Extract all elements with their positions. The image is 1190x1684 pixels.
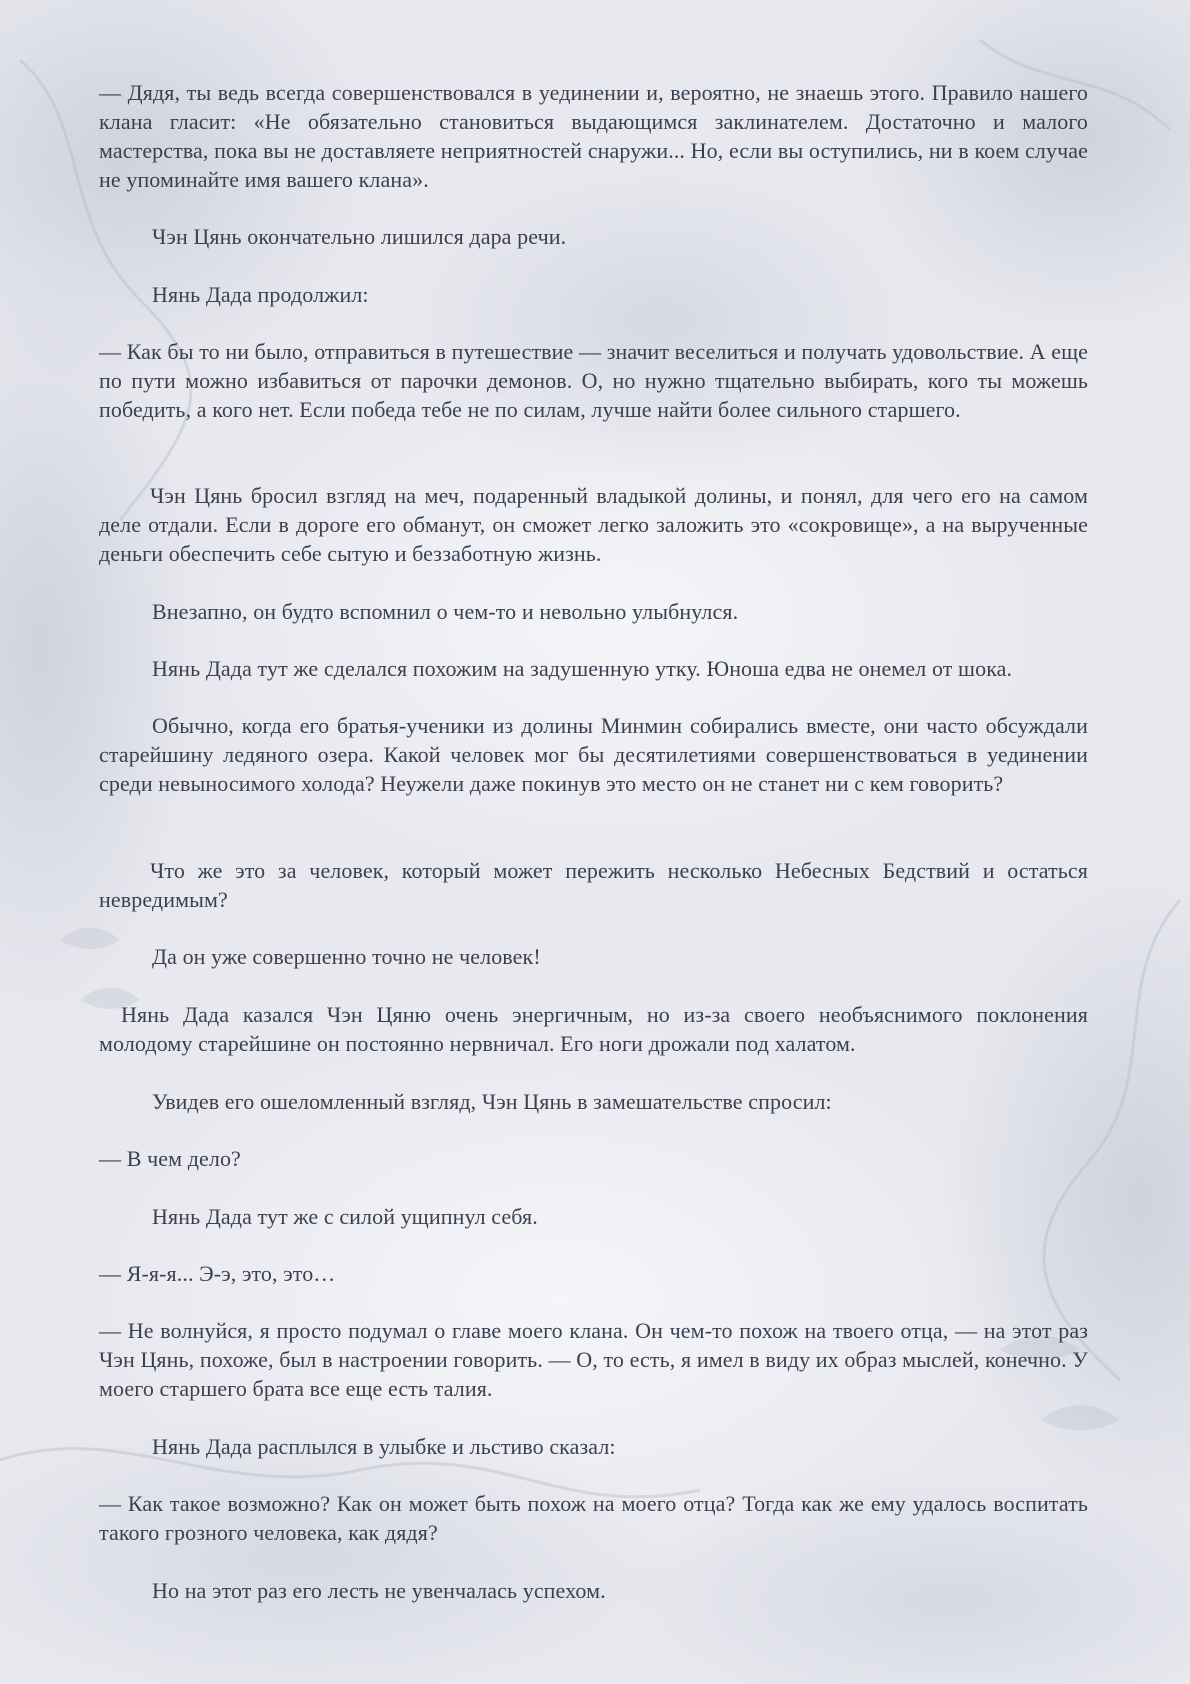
paragraph: Нянь Дада продолжил:	[152, 282, 369, 307]
paragraph: — Как бы то ни было, отправиться в путешествие — значит веселиться и получать удовольствие. А еще по пути можно избавиться от парочки демонов. О, но нужно тщательно выбирать, кого ты можешь победить, а кого нет. Если победа тебе не по силам, лучше найти более сильного старшего.	[99, 339, 1089, 422]
paragraph: Увидев его ошеломленный взгляд, Чэн Цянь в замешательстве спросил:	[152, 1089, 832, 1114]
paragraph: — Как такое возможно? Как он может быть похож на моего отца? Тогда как же ему удалось воспитать такого грозного человека, как дядя?	[99, 1491, 1088, 1545]
paragraph: Нянь Дада тут же с силой ущипнул себя.	[152, 1204, 538, 1229]
paragraph: Да он уже совершенно точно не человек!	[152, 944, 541, 969]
paragraph: Внезапно, он будто вспомнил о чем-то и невольно улыбнулся.	[152, 599, 739, 624]
paragraph: Обычно, когда его братья-ученики из долины Минмин собирались вместе, они часто обсуждали старейшину ледяного озера. Какой человек мог бы десятилетиями совершенствоваться в уединении среди невыносимого холода? Неужели даже покинув это место он не станет ни с кем говорить?	[99, 713, 1088, 796]
paragraph: Но на этот раз его лесть не увенчалась успехом.	[152, 1578, 606, 1603]
paragraph: — Я-я-я... Э-э, это, это…	[99, 1261, 336, 1286]
paragraph: — В чем дело?	[99, 1146, 241, 1171]
paragraph: — Не волнуйся, я просто подумал о главе моего клана. Он чем-то похож на твоего отца, — на этот раз Чэн Цянь, похоже, был в настроении говорить. — О, то есть, я имел в виду их образ мыслей, конечно. У моего старшего брата все еще есть талия.	[99, 1318, 1088, 1401]
paragraph: Чэн Цянь окончательно лишился дара речи.	[152, 224, 567, 249]
paragraph: Нянь Дада расплылся в улыбке и льстиво сказал:	[152, 1434, 616, 1459]
paragraph: Что же это за человек, который может пережить несколько Небесных Бедствий и остаться невредимым?	[99, 858, 1088, 912]
paragraph: — Дядя, ты ведь всегда совершенствовался в уединении и, вероятно, не знаешь этого. Правило нашего клана гласит: «Не обязательно становиться выдающимся заклинателем. Достаточно и малого мастерства, пока вы не доставляете неприятностей снаружи... Но, если вы оступились, ни в коем случае не упоминайте имя вашего клана».	[99, 80, 1088, 192]
paragraph: Нянь Дада казался Чэн Цяню очень энергичным, но из-за своего необъяснимого поклонения молодому старейшине он постоянно нервничал. Его ноги дрожали под халатом.	[99, 1002, 1088, 1056]
paragraph: Нянь Дада тут же сделался похожим на задушенную утку. Юноша едва не онемел от шока.	[152, 656, 1013, 681]
paragraph: Чэн Цянь бросил взгляд на меч, подаренный владыкой долины, и понял, для чего его на самом деле отдали. Если в дороге его обманут, он сможет легко заложить это «сокровище», а на вырученные деньги обеспечить себе сытую и беззаботную жизнь.	[99, 483, 1088, 566]
